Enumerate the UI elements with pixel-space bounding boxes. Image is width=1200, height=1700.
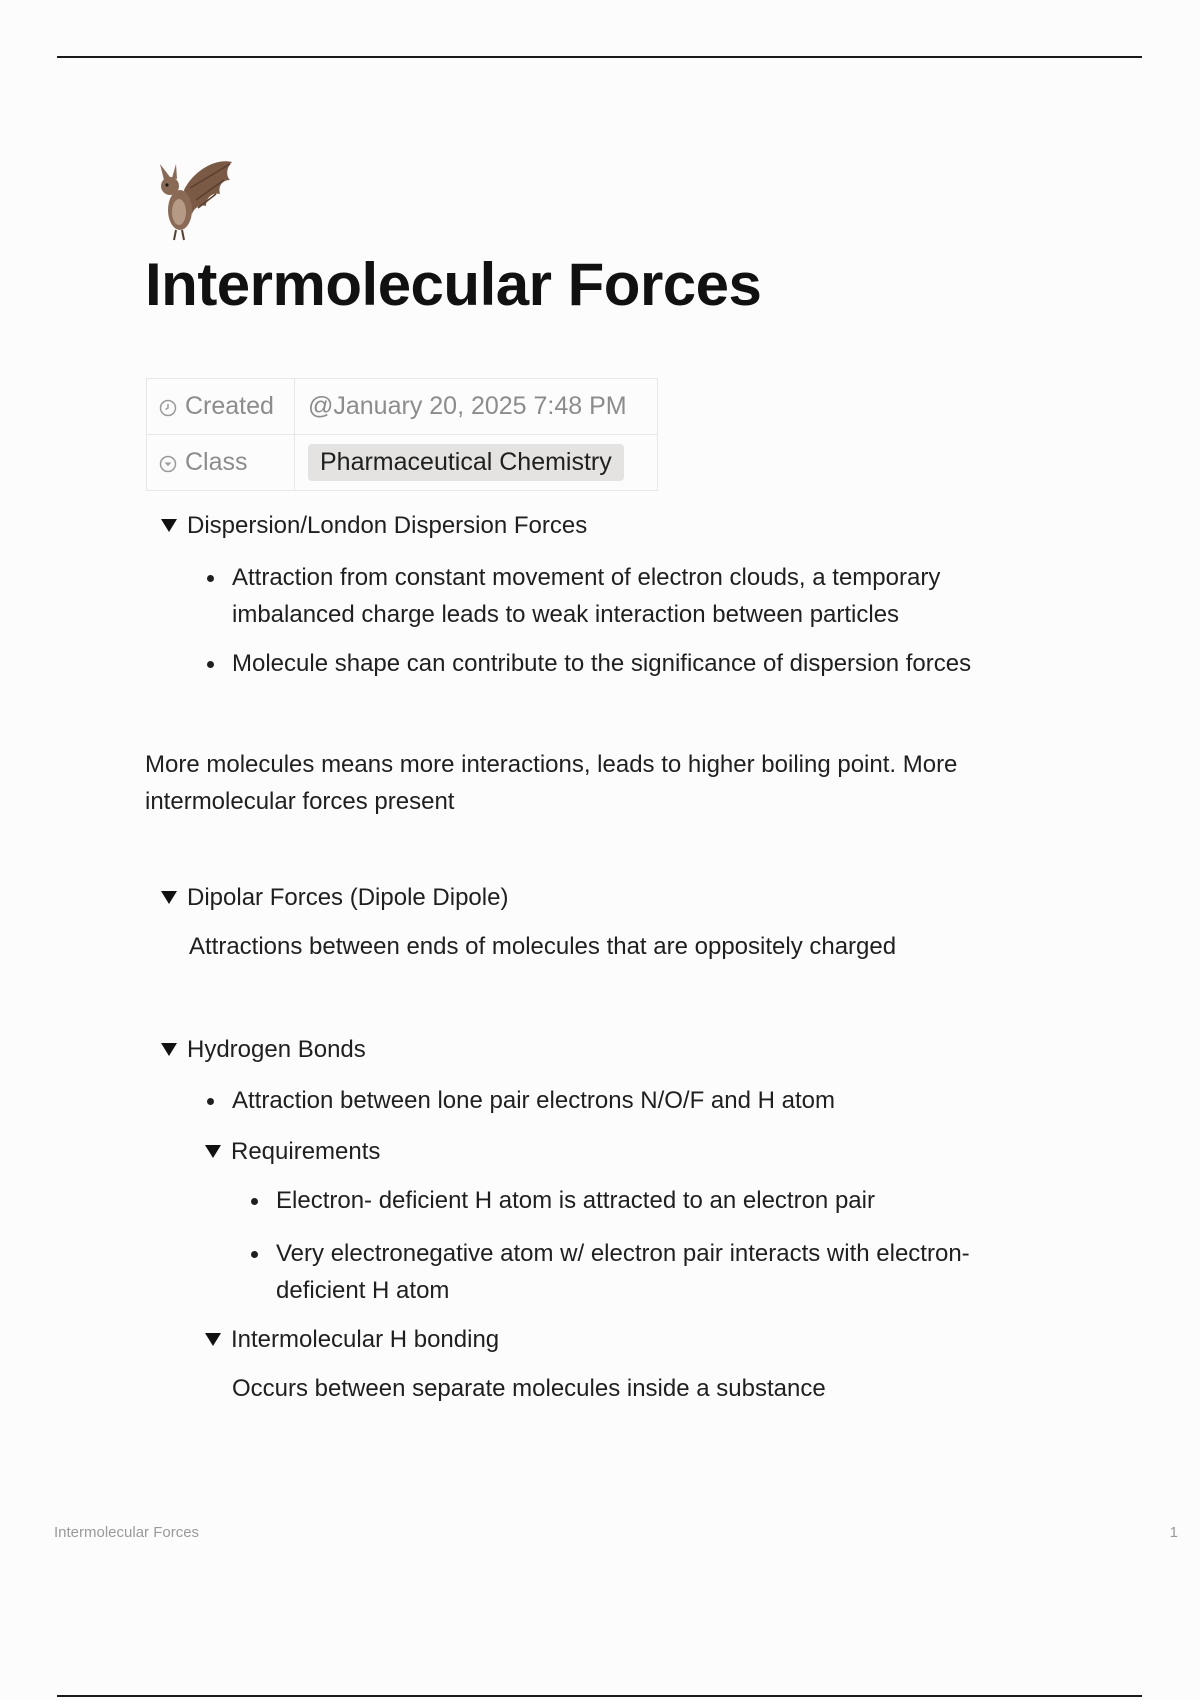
select-icon <box>159 451 177 480</box>
list-item: Attraction from constant movement of electron clouds, a temporary imbalanced charge leads to weak interaction between particles <box>232 559 1032 633</box>
toggle-intermolecular-h-bonding[interactable] <box>205 1326 499 1355</box>
bat-icon <box>146 150 236 246</box>
bottom-rule <box>57 1695 1142 1697</box>
toggle-heading: Dispersion/London Dispersion Forces <box>187 512 588 539</box>
footer-title: Intermolecular Forces <box>54 1524 200 1541</box>
page-title: Intermolecular Forces <box>145 251 762 318</box>
caret-down-icon[interactable] <box>161 1043 177 1056</box>
list-item: Electron- deficient H atom is attracted to an electron pair <box>276 1182 1076 1219</box>
caret-down-icon[interactable] <box>205 1333 221 1346</box>
toggle-heading: Requirements <box>231 1138 381 1165</box>
property-row-class[interactable] <box>147 435 658 491</box>
caret-down-icon[interactable] <box>161 519 177 532</box>
clock-icon <box>159 395 177 424</box>
toggle-heading: Hydrogen Bonds <box>187 1036 366 1063</box>
toggle-content: Attractions between ends of molecules that are oppositely charged <box>189 933 897 960</box>
toggle-heading: Dipolar Forces (Dipole Dipole) <box>187 884 509 911</box>
toggle-requirements[interactable] <box>205 1138 380 1167</box>
list-item: Very electronegative atom w/ electron pair interacts with electron-deficient H atom <box>276 1235 1051 1309</box>
toggle-dipolar[interactable] <box>161 884 508 913</box>
caret-down-icon[interactable] <box>205 1145 221 1158</box>
property-key-class: Class <box>185 447 248 476</box>
caret-down-icon[interactable] <box>161 891 177 904</box>
list-item: Attraction between lone pair electrons N/O/F and H atom <box>232 1082 1092 1119</box>
property-row-created[interactable] <box>147 379 658 435</box>
page-number: 1 <box>1169 1524 1178 1541</box>
toggle-hydrogen-bonds[interactable] <box>161 1036 366 1065</box>
properties-table <box>146 378 658 491</box>
paragraph: More molecules means more interactions, leads to higher boiling point. More intermolecular forces present <box>145 751 958 815</box>
toggle-content: Occurs between separate molecules inside a substance <box>232 1375 826 1402</box>
class-tag[interactable]: Pharmaceutical Chemistry <box>308 444 624 481</box>
list-item: Molecule shape can contribute to the significance of dispersion forces <box>232 645 1092 682</box>
toggle-heading: Intermolecular H bonding <box>231 1326 500 1353</box>
toggle-dispersion[interactable] <box>161 512 587 541</box>
property-key-created: Created <box>185 391 274 420</box>
top-rule <box>57 56 1142 58</box>
created-date-value[interactable]: @January 20, 2025 7:48 PM <box>295 379 658 435</box>
